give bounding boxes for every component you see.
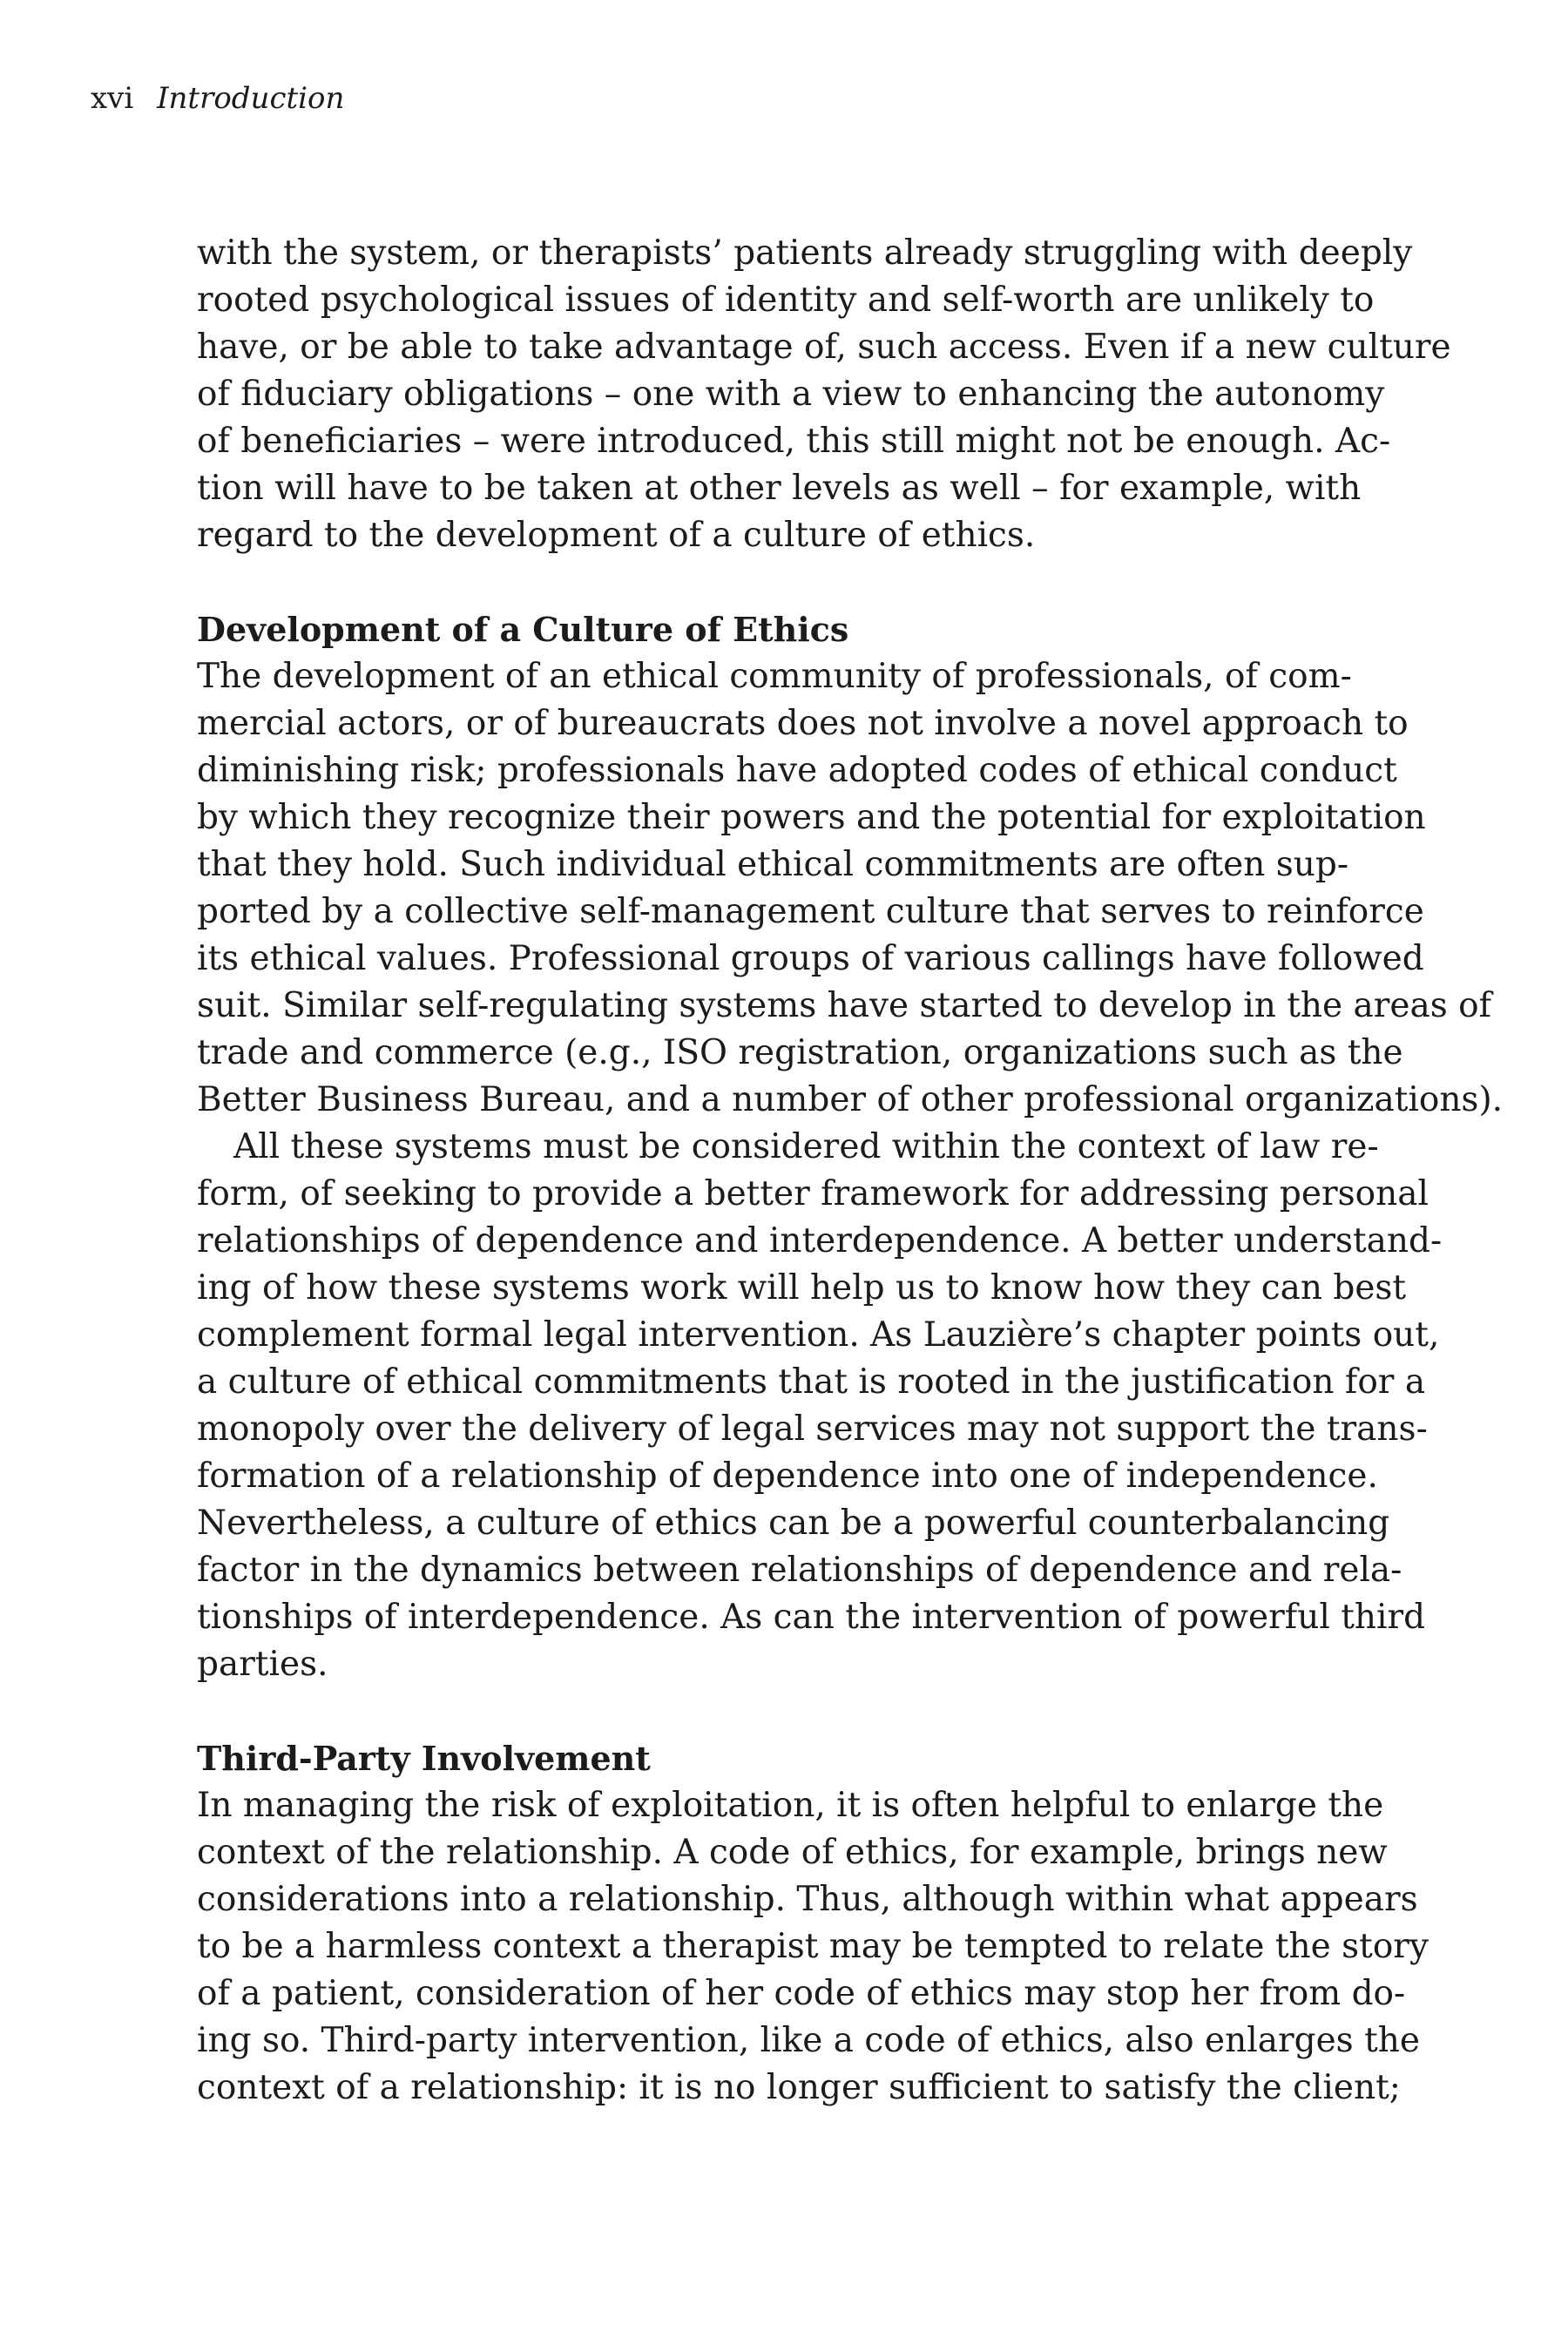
text-line: parties.: [197, 1645, 328, 1684]
paragraph: [197, 230, 1451, 559]
text-line: complement formal legal intervention. As Lauzière’s chapter points out,: [197, 1315, 1440, 1355]
text-line: relationships of dependence and interdependence. A better understand-: [197, 1221, 1443, 1260]
text-line: ported by a collective self-management culture that serves to reinforce: [197, 892, 1424, 931]
text-line: have, or be able to take advantage of, such access. Even if a new culture: [197, 328, 1451, 367]
text-line: of fiduciary obligations – one with a view to enhancing the autonomy: [197, 375, 1385, 414]
text-line: tion will have to be taken at other levels as well – for example, with: [197, 469, 1362, 508]
text-line: Nevertheless, a culture of ethics can be a powerful counterbalancing: [197, 1504, 1390, 1543]
text-line: form, of seeking to provide a better framework for addressing personal: [197, 1174, 1429, 1213]
text-line: Better Business Bureau, and a number of other professional organizations).: [197, 1080, 1504, 1119]
text-line: context of a relationship: it is no longer sufficient to satisfy the client;: [197, 2068, 1401, 2107]
text-line: of a patient, consideration of her code of ethics may stop her from do-: [197, 1974, 1406, 2013]
running-head-title: Introduction: [157, 81, 345, 116]
paragraph: [197, 1124, 1443, 1688]
text-line: mercial actors, or of bureaucrats does not involve a novel approach to: [197, 704, 1409, 743]
text-line: by which they recognize their powers and the potential for exploitation: [197, 798, 1426, 837]
body-text: [197, 230, 1504, 2112]
text-line: considerations into a relationship. Thus, although within what appears: [197, 1880, 1418, 1919]
text-line: its ethical values. Professional groups of various callings have followed: [197, 939, 1424, 978]
running-head: [91, 77, 344, 120]
section-heading: Third-Party Involvement: [197, 1739, 651, 1778]
text-line: context of the relationship. A code of ethics, for example, brings new: [197, 1833, 1388, 1872]
text-line: to be a harmless context a therapist may be tempted to relate the story: [197, 1927, 1429, 1966]
text-line: regard to the development of a culture of ethics.: [197, 516, 1036, 555]
text-line: trade and commerce (e.g., ISO registration, organizations such as the: [197, 1033, 1403, 1072]
text-line: tionships of interdependence. As can the intervention of powerful third: [197, 1598, 1426, 1637]
text-line: diminishing risk; professionals have adopted codes of ethical conduct: [197, 751, 1397, 790]
text-line: factor in the dynamics between relationships of dependence and rela-: [197, 1551, 1402, 1590]
paragraph: [197, 653, 1504, 1124]
page-number: xvi: [91, 81, 134, 116]
paragraph: [197, 1782, 1429, 2112]
text-line: that they hold. Such individual ethical commitments are often sup-: [197, 845, 1349, 884]
section-heading: Development of a Culture of Ethics: [197, 610, 849, 649]
text-line: suit. Similar self-regulating systems have started to develop in the areas of: [197, 986, 1492, 1025]
text-line: monopoly over the delivery of legal services may not support the trans-: [197, 1409, 1428, 1449]
text-line: ing of how these systems work will help us to know how they can best: [197, 1268, 1407, 1308]
text-line: formation of a relationship of dependence into one of independence.: [197, 1456, 1378, 1496]
text-line: In managing the risk of exploitation, it is often helpful to enlarge the: [197, 1786, 1384, 1825]
text-line: All these systems must be considered within the context of law re-: [233, 1127, 1379, 1166]
text-line: a culture of ethical commitments that is rooted in the justification for a: [197, 1362, 1426, 1402]
text-line: The development of an ethical community of professionals, of com-: [197, 657, 1352, 696]
text-line: with the system, or therapists’ patients already struggling with deeply: [197, 233, 1413, 273]
text-line: of beneficiaries – were introduced, this still might not be enough. Ac-: [197, 422, 1391, 461]
text-line: rooted psychological issues of identity and self-worth are unlikely to: [197, 280, 1375, 320]
text-line: ing so. Third-party intervention, like a code of ethics, also enlarges the: [197, 2021, 1420, 2060]
